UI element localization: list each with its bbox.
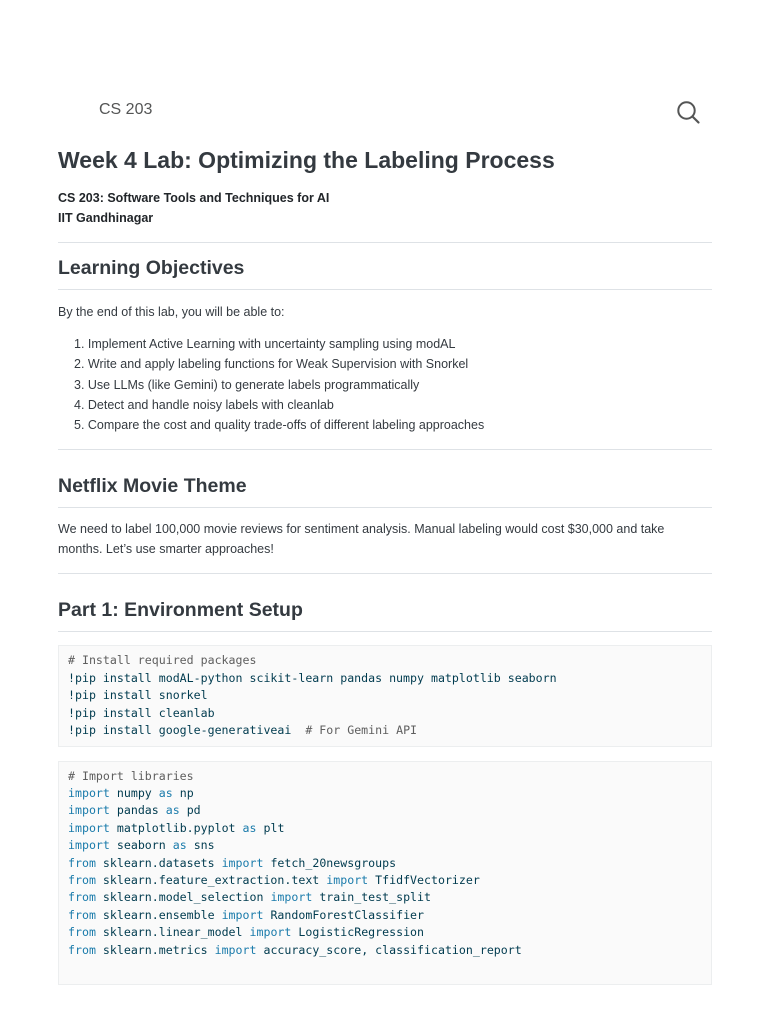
code-line: from sklearn.datasets import fetch_20newsgroups	[68, 855, 397, 870]
code-line: import numpy as np	[68, 785, 194, 800]
section-heading-netflix-movie-theme: Netflix Movie Theme	[58, 475, 247, 498]
main-content	[58, 140, 712, 985]
list-item: 4. Detect and handle noisy labels with cleanlab	[74, 397, 334, 412]
code-line: import seaborn as sns	[68, 838, 215, 853]
code-line: import pandas as pd	[68, 803, 201, 818]
theme-paragraph: We need to label 100,000 movie reviews for sentiment analysis. Manual labeling would cost $30,000 and take months. Let’s use smarter approaches!	[58, 522, 665, 557]
section-heading-environment-setup: Part 1: Environment Setup	[58, 599, 303, 622]
list-item: 1. Implement Active Learning with uncertainty sampling using modAL	[74, 337, 456, 351]
course-name: CS 203: Software Tools and Techniques for AI	[58, 191, 330, 205]
objectives-list	[58, 334, 712, 435]
code-comment: # Import libraries	[68, 768, 194, 783]
code-block-install[interactable]	[58, 645, 712, 746]
heading-underline	[58, 289, 712, 290]
heading-underline	[58, 631, 712, 632]
code-line: from sklearn.feature_extraction.text import TfidfVectorizer	[68, 872, 480, 887]
code-line: !pip install google-generativeai	[68, 723, 292, 738]
code-line: from sklearn.model_selection import train_test_split	[68, 890, 431, 905]
code-line: !pip install snorkel	[68, 688, 208, 703]
code-comment: # Install required packages	[68, 653, 257, 668]
code-comment: # For Gemini API	[305, 723, 418, 738]
list-item: 2. Write and apply labeling functions for Weak Supervision with Snorkel	[74, 357, 469, 372]
title-divider	[58, 242, 712, 243]
code-line: from sklearn.ensemble import RandomForestClassifier	[68, 907, 425, 922]
search-icon[interactable]	[674, 98, 702, 126]
list-item: 5. Compare the cost and quality trade-offs of different labeling approaches	[74, 418, 485, 433]
section-heading-learning-objectives: Learning Objectives	[58, 257, 245, 279]
code-line: import matplotlib.pyplot as plt	[68, 820, 285, 835]
section-divider	[58, 449, 712, 450]
list-item: 3. Use LLMs (like Gemini) to generate labels programmatically	[74, 377, 420, 392]
code-line: !pip install cleanlab	[68, 705, 215, 720]
code-line: from sklearn.metrics import accuracy_score, classification_report	[68, 942, 522, 957]
top-navbar	[0, 92, 768, 132]
code-line: from sklearn.linear_model import LogisticRegression	[68, 925, 425, 940]
section-divider	[58, 573, 712, 574]
site-brand-link[interactable]: CS 203	[99, 101, 153, 118]
code-line: !pip install modAL-python scikit-learn pandas numpy matplotlib seaborn	[68, 670, 557, 685]
heading-underline	[58, 507, 712, 508]
page-meta	[58, 188, 712, 228]
code-block-imports[interactable]	[58, 761, 712, 985]
page-title: Week 4 Lab: Optimizing the Labeling Process	[58, 147, 555, 173]
objectives-intro: By the end of this lab, you will be able to:	[58, 305, 285, 319]
institute-name: IIT Gandhinagar	[58, 211, 154, 225]
